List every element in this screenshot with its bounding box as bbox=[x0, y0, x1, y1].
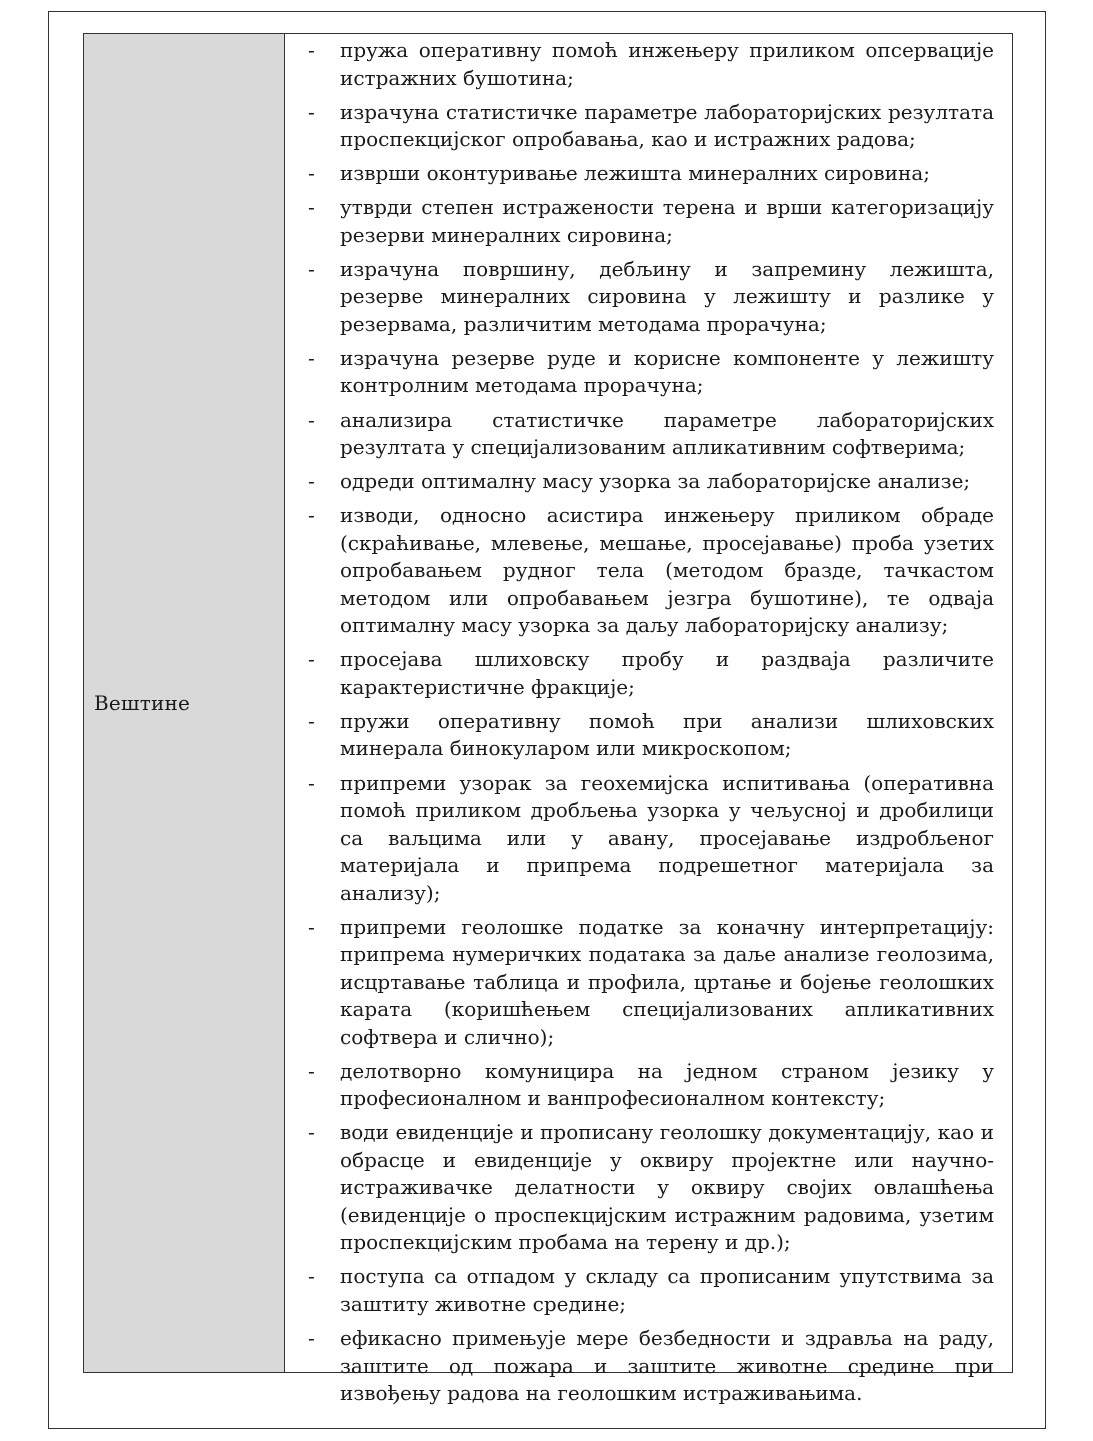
bullet-dash: - bbox=[308, 38, 315, 62]
skill-text: пружи оперативну помоћ при анализи шлиховских минерала бинокуларом или микроскопом; bbox=[340, 708, 994, 761]
skill-text: води евиденције и прописану геолошку документацију, као и обрасце и евиденције у оквиру пројектне или научно-истраживачке делатности у оквиру својих овлашћења (евиденције о проспекцијским истражним радовима, узетим проспекцијским пробама на терену и др.); bbox=[340, 1120, 994, 1255]
skill-item bbox=[299, 468, 994, 496]
skill-item bbox=[299, 1263, 994, 1318]
bullet-dash: - bbox=[308, 770, 315, 795]
skill-text: изводи, односно асистира инжењеру приликом обраде (скраћивање, млевење, мешање, просејавање) проба узетих опробавањем рудног тела (методом бразде, тачкастом методом или опробавањем језгра бушотине), те одваја оптималну масу узорка за даљу лабораторијску анализу; bbox=[340, 503, 994, 638]
skill-item bbox=[299, 770, 994, 908]
skill-text: пружа оперативну помоћ инжењеру приликом опсервације истражних бушотина; bbox=[340, 38, 994, 90]
skill-item bbox=[299, 160, 994, 188]
skill-text: анализира статистичке параметре лабораторијских резултата у специјализованим апликативним софтверима; bbox=[340, 407, 994, 460]
bullet-dash: - bbox=[308, 407, 315, 432]
bullet-dash: - bbox=[308, 914, 315, 939]
skill-text: израчуна резерве руде и корисне компоненте у лежишту контролним методама прорачуна; bbox=[340, 345, 994, 398]
bullet-dash: - bbox=[308, 99, 315, 124]
bullet-dash: - bbox=[308, 1058, 315, 1083]
bullet-dash: - bbox=[308, 647, 315, 672]
skill-text: изврши оконтуривање лежишта минералних сировина; bbox=[340, 161, 930, 186]
bullet-dash: - bbox=[308, 345, 315, 370]
skill-text: израчуна статистичке параметре лабораторијских резултата проспекцијског опробавања, као и истражних радова; bbox=[340, 99, 994, 152]
skills-content-cell bbox=[285, 34, 1012, 1405]
skill-item bbox=[299, 37, 994, 92]
skill-text: делотворно комуницира на једном страном језику у професионалном и ванпрофесионалном контексту; bbox=[340, 1058, 994, 1111]
skill-text: просејава шлиховску пробу и раздваја различите карактеристичне фракције; bbox=[340, 647, 994, 699]
label-cell bbox=[84, 34, 285, 1372]
skill-item bbox=[299, 1119, 994, 1257]
bullet-dash: - bbox=[308, 1264, 315, 1289]
skill-text: ефикасно примењује мере безбедности и здравља на раду, заштите од пожара и заштите животне средине при извођењу радова на геолошким истраживањима. bbox=[340, 1326, 994, 1405]
skill-text: припреми узорак за геохемијска испитивања (оперативна помоћ приликом дробљења узорка у чељусној и дробилици са ваљцима или у авану, просејавање издробљеног материјала и припрема подрешетног материјала за анализу); bbox=[340, 770, 994, 905]
bullet-dash: - bbox=[308, 1120, 315, 1145]
skill-text: утврди степен истражености терена и врши категоризацију резерви минералних сировина; bbox=[340, 195, 994, 247]
skill-item bbox=[299, 1325, 994, 1408]
skill-item bbox=[299, 914, 994, 1052]
skill-text: припреми геолошке податке за коначну интерпретацију: припрема нумеричких података за даље анализе геолозима, исцртавање таблица и профила, цртање и бојење геолошких карата (коришћењем специјализованих апликативних софтвера и слично); bbox=[340, 914, 994, 1049]
bullet-dash: - bbox=[308, 469, 315, 494]
skill-item bbox=[299, 99, 994, 154]
skill-item bbox=[299, 345, 994, 400]
skill-item bbox=[299, 1058, 994, 1113]
skill-text: одреди оптималну масу узорка за лабораторијске анализе; bbox=[340, 469, 971, 494]
skill-text: израчуна површину, дебљину и запремину лежишта, резерве минералних сировина у лежишту и разлике у резервама, различитим методама прорачуна; bbox=[340, 256, 994, 336]
skill-item bbox=[299, 407, 994, 462]
bullet-dash: - bbox=[308, 503, 315, 528]
bullet-dash: - bbox=[308, 195, 315, 220]
bullet-dash: - bbox=[308, 256, 315, 281]
bullet-dash: - bbox=[308, 1326, 315, 1350]
skills-table bbox=[83, 33, 1013, 1405]
bullet-dash: - bbox=[308, 708, 315, 733]
skill-text: поступа са отпадом у складу са прописаним упутствима за заштиту животне средине; bbox=[340, 1264, 994, 1316]
bullet-dash: - bbox=[308, 161, 315, 186]
skill-item bbox=[299, 708, 994, 763]
skills-label: Вештине bbox=[94, 691, 191, 715]
skill-item bbox=[299, 256, 994, 339]
skill-item bbox=[299, 502, 994, 640]
skill-item bbox=[299, 194, 994, 249]
skill-list bbox=[299, 37, 994, 1408]
skill-item bbox=[299, 646, 994, 701]
